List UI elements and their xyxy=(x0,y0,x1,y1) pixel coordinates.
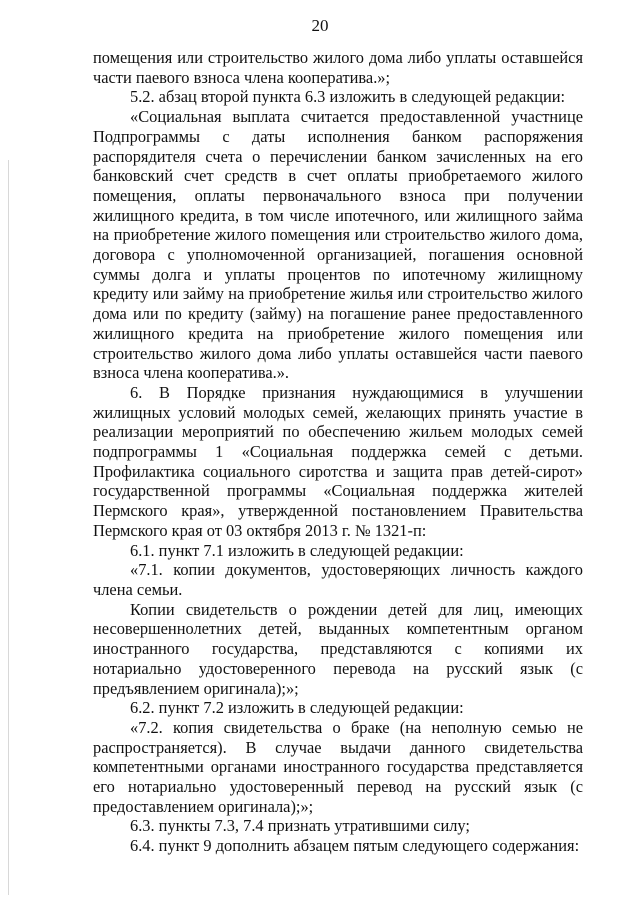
paragraph: 6.3. пункты 7.3, 7.4 признать утратившими силу; xyxy=(130,816,470,836)
scan-edge-line xyxy=(8,160,9,895)
paragraph: «7.1. копии документов, удостоверяющих личность каждого члена семьи. xyxy=(93,560,583,599)
page-number: 20 xyxy=(311,16,329,35)
document-body xyxy=(93,48,583,856)
paragraph: помещения или строительство жилого дома либо уплаты оставшейся части паевого взноса члена кооператива.»; xyxy=(93,48,583,87)
paragraph: «7.2. копия свидетельства о браке (на неполную семью не распространяется). В случае выдачи данного свидетельства компетентными органами иностранного государства представляется его нотариально удостоверенный перевод на русский язык (с предоставлением оригинала);»; xyxy=(93,717,583,816)
paragraph: 6.2. пункт 7.2 изложить в следующей редакции: xyxy=(130,698,464,718)
paragraph: 6.1. пункт 7.1 изложить в следующей редакции: xyxy=(130,540,464,560)
paragraph: 6. В Порядке признания нуждающимися в улучшении жилищных условий молодых семей, желающих принять участие в реализации мероприятий по обеспечению жильем молодых семей подпрограммы 1 «Социальная поддержка семей с детьми. Профилактика социального сиротства и защита прав детей-сирот» государственной программы «Социальная поддержка жителей Пермского края», утвержденной постановлением Правительства Пермского края от 03 октября 2013 г. № 1321-п: xyxy=(93,382,583,540)
paragraph: «Социальная выплата считается предоставленной участнице Подпрограммы с даты исполнения банком распоряжения распорядителя счета о перечислении банком зачисленных на его банковский счет средств в счет оплаты приобретаемого жилого помещения, оплаты первоначального взноса при получении жилищного кредита, в том числе ипотечного, или жилищного займа на приобретение жилого помещения или строительство жилого дома, договора с уполномоченной организацией, погашения основной суммы долга и уплаты процентов по ипотечному жилищному кредиту или займу на приобретение жилья или строительство жилого дома или по кредиту (займу) на погашение ранее предоставленного жилищного кредита на приобретение жилого помещения или строительство жилого дома либо уплаты оставшейся части паевого взноса члена кооператива.». xyxy=(93,107,583,383)
paragraph: Копии свидетельств о рождении детей для лиц, имеющих несовершеннолетних детей, выданных компетентным органом иностранного государства, представляются с копиями их нотариально удостоверенного перевода на русский язык (с предъявлением оригинала);»; xyxy=(93,599,583,698)
paragraph: 5.2. абзац второй пункта 6.3 изложить в следующей редакции: xyxy=(130,87,566,107)
paragraph: 6.4. пункт 9 дополнить абзацем пятым следующего содержания: xyxy=(130,836,580,856)
